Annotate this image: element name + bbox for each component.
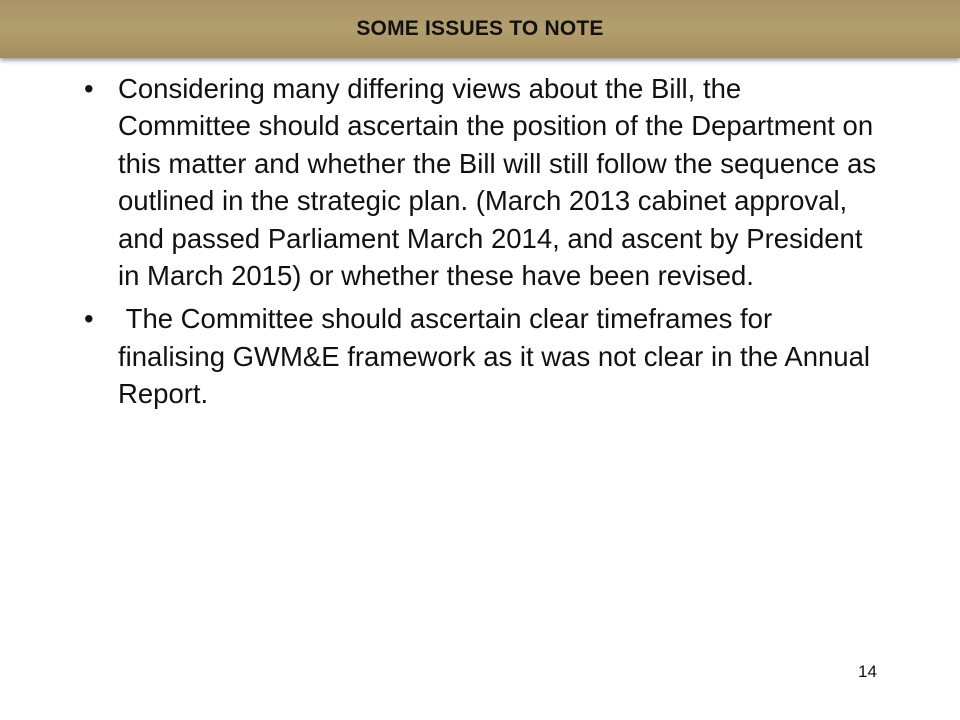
bullet-marker: • [84, 73, 94, 104]
bullet-marker: • [84, 303, 94, 335]
bullet-list [78, 70, 884, 419]
bullet-text: Considering many differing views about the Bill, the Committee should ascertain the position of the Department on this matter and whether the Bill will still follow the sequence as outlined in the strategic plan. (March 2013 cabinet approval, and passed Parliament March 2014, and ascent by President in March 2015) or whether these have been revised. [118, 73, 884, 292]
page-number: 14 [858, 662, 877, 681]
bullet-item [78, 70, 884, 294]
slide-title: SOME ISSUES TO NOTE [356, 17, 604, 40]
bullet-item [78, 300, 878, 412]
bullet-text: The Committee should ascertain clear timeframes for finalising GWM&E framework as it was not clear in the Annual Report. [118, 303, 878, 410]
title-bar [0, 0, 960, 58]
